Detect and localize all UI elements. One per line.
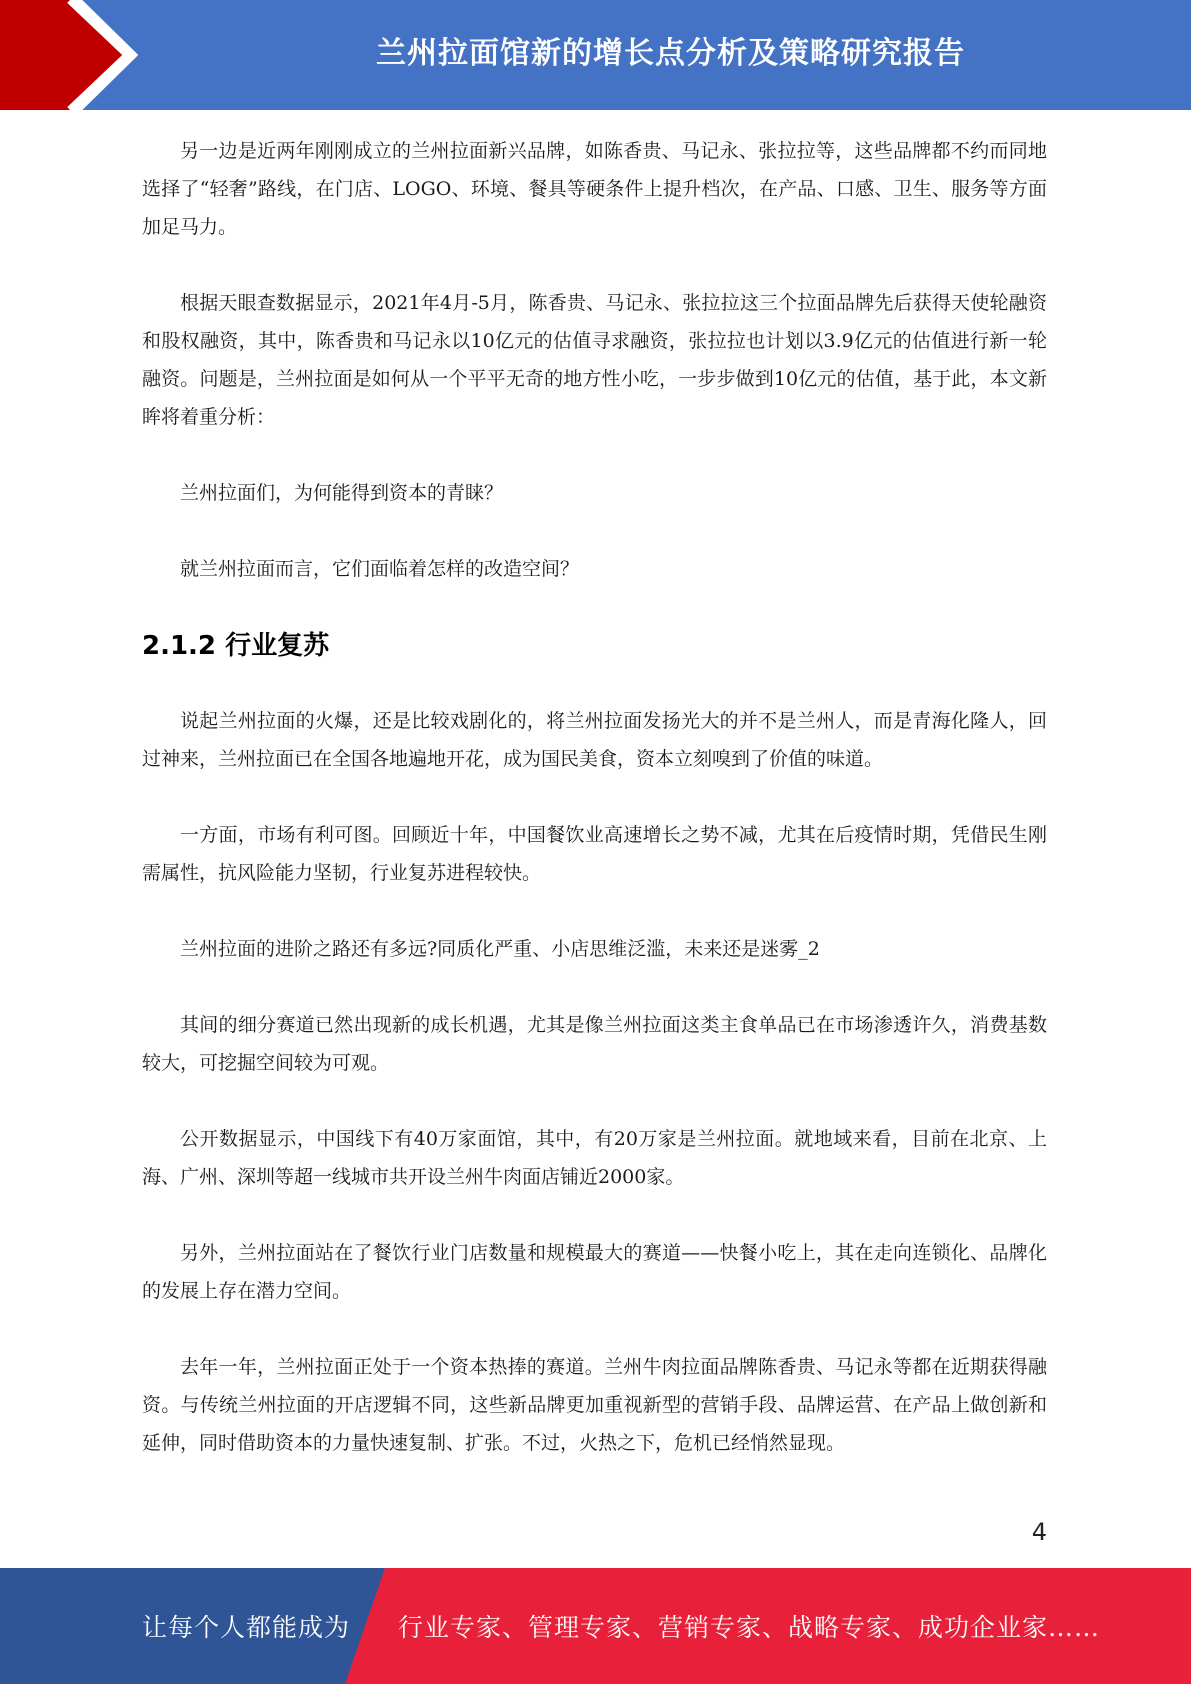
paragraph: 其间的细分赛道已然出现新的成长机遇，尤其是像兰州拉面这类主食单品已在市场渗透许久，消费基数较大，可挖掘空间较为可观。 — [142, 1014, 1047, 1074]
paragraph: 兰州拉面的进阶之路还有多远?同质化严重、小店思维泛滥，未来还是迷雾_2 — [180, 938, 820, 960]
report-title: 兰州拉面馆新的增长点分析及策略研究报告 — [376, 36, 965, 71]
paragraph: 就兰州拉面而言，它们面临着怎样的改造空间？ — [180, 558, 580, 580]
page-number: 4 — [1031, 1518, 1047, 1546]
footer-slogan-right: 行业专家、管理专家、营销专家、战略专家、成功企业家…… — [398, 1613, 1101, 1642]
header-arrow-graphic — [0, 0, 160, 110]
section-heading: 2.1.2 行业复苏 — [142, 631, 330, 661]
page-footer — [0, 1568, 1191, 1684]
paragraph: 另一边是近两年刚刚成立的兰州拉面新兴品牌，如陈香贵、马记永、张拉拉等，这些品牌都不约而同地选择了“轻奢”路线，在门店、LOGO、环境、餐具等硬条件上提升档次，在产品、口感、卫生、服务等方面加足马力。 — [142, 140, 1047, 238]
paragraph: 兰州拉面们，为何能得到资本的青睐？ — [180, 482, 504, 504]
paragraph: 去年一年，兰州拉面正处于一个资本热捧的赛道。兰州牛肉拉面品牌陈香贵、马记永等都在近期获得融资。与传统兰州拉面的开店逻辑不同，这些新品牌更加重视新型的营销手段、品牌运营、在产品上做创新和延伸，同时借助资本的力量快速复制、扩张。不过，火热之下，危机已经悄然显现。 — [142, 1356, 1047, 1454]
paragraph: 公开数据显示，中国线下有40万家面馆，其中，有20万家是兰州拉面。就地域来看，目前在北京、上海、广州、深圳等超一线城市共开设兰州牛肉面店铺近2000家。 — [142, 1128, 1047, 1188]
document-body — [142, 132, 1047, 1500]
footer-slogan-left: 让每个人都能成为 — [142, 1613, 351, 1642]
paragraph: 另外，兰州拉面站在了餐饮行业门店数量和规模最大的赛道——快餐小吃上，其在走向连锁化、品牌化的发展上存在潜力空间。 — [142, 1242, 1047, 1302]
page-header — [0, 0, 1191, 110]
paragraph: 说起兰州拉面的火爆，还是比较戏剧化的，将兰州拉面发扬光大的并不是兰州人，而是青海化隆人，回过神来，兰州拉面已在全国各地遍地开花，成为国民美食，资本立刻嗅到了价值的味道。 — [142, 710, 1047, 770]
paragraph: 一方面，市场有利可图。回顾近十年，中国餐饮业高速增长之势不减，尤其在后疫情时期，凭借民生刚需属性，抗风险能力坚韧，行业复苏进程较快。 — [142, 824, 1047, 884]
paragraph: 根据天眼查数据显示，2021年4月-5月，陈香贵、马记永、张拉拉这三个拉面品牌先后获得天使轮融资和股权融资，其中，陈香贵和马记永以10亿元的估值寻求融资，张拉拉也计划以3.9亿元的估值进行新一轮融资。问题是，兰州拉面是如何从一个平平无奇的地方性小吃，一步步做到10亿元的估值，基于此，本文新眸将着重分析： — [142, 292, 1047, 428]
